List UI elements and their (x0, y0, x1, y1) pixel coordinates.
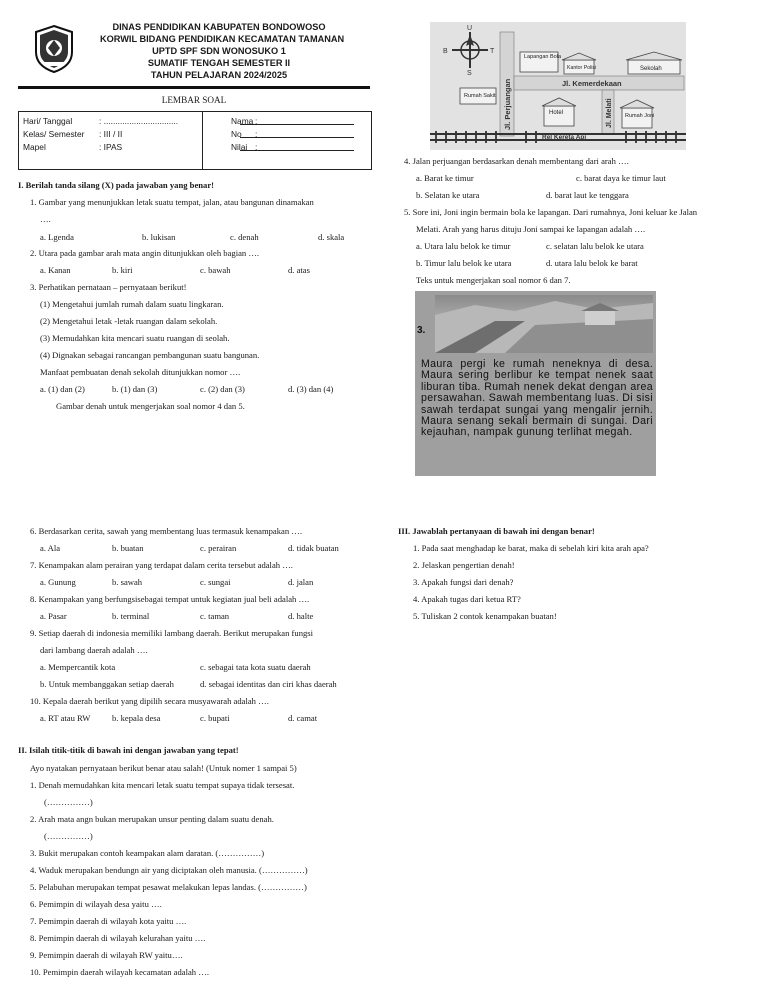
q5-line-2: Melati. Arah yang harus dituju Joni sampai ke lapangan adalah …. (416, 224, 646, 234)
map-drawing (430, 22, 686, 150)
q7-option-c[interactable]: c. sungai (200, 577, 231, 587)
q10-option-b[interactable]: b. kepala desa (112, 713, 161, 723)
q7-option-b[interactable]: b. sawah (112, 577, 143, 587)
q8-option-c[interactable]: c. taman (200, 611, 230, 621)
compass-t: T (490, 48, 495, 55)
q5-option-a[interactable]: a. Utara lalu belok ke timur (416, 241, 511, 251)
q3-item-3: (3) Memudahkan kita mencari suatu ruangan di seolah. (40, 333, 230, 343)
s2-item-10[interactable]: 10. Pemimpin daerah wilayah kecamatan adalah …. (30, 967, 209, 977)
nama-field[interactable] (240, 118, 354, 125)
s2-item-4[interactable]: 4. Waduk merupakan bendungn air yang diciptakan oleh manusia. (……………) (30, 865, 308, 875)
q5-line-1: 5. Sore ini, Joni ingin bermain bola ke lapangan. Dari rumahnya, Joni keluar ke Jalan (404, 207, 698, 217)
header-line-1: DINAS PENDIDIKAN KABUPATEN BONDOWOSO (112, 22, 326, 32)
q9-option-a[interactable]: a. Mempercantik kota (40, 662, 116, 672)
story-number: 3. (417, 325, 426, 336)
header-line-3: UPTD SPF SDN WONOSUKO 1 (152, 46, 286, 56)
q3-text: 3. Perhatikan pernataan – pernyataan berikut! (30, 282, 187, 292)
q1-option-c[interactable]: c. denah (230, 232, 259, 242)
header-line-5: TAHUN PELAJARAN 2024/2025 (150, 70, 288, 80)
q8-option-d[interactable]: d. halte (288, 611, 314, 621)
header-line-4: SUMATIF TENGAH SEMESTER II (147, 58, 291, 68)
street-melati: Jl. Melati (606, 98, 613, 128)
nama-label: Nama (231, 116, 254, 126)
q10-option-a[interactable]: a. RT atau RW (40, 713, 91, 723)
q2-option-c[interactable]: c. bawah (200, 265, 231, 275)
q9-option-b[interactable]: b. Untuk membanggakan setiap daerah (40, 679, 174, 689)
s3-item-3: 3. Apakah fungsi dari denah? (413, 577, 514, 587)
nama-colon: : (255, 116, 258, 126)
s2-item-2-line-1: 2. Arah mata angn bukan merupakan unsur penting dalam suatu denah. (30, 814, 274, 824)
q5-option-c[interactable]: c. selatan lalu belok ke utara (546, 241, 644, 251)
document-title: LEMBAR SOAL (161, 95, 227, 105)
q3-question: Manfaat pembuatan denah sekolah ditunjukkan nomor …. (40, 367, 241, 377)
s2-item-1-line-1: 1. Denah memudahkan kita mencari letak suatu tempat supaya tidak tersesat. (30, 780, 295, 790)
street-rel-kereta: Rel Kereta Api (542, 134, 587, 141)
kelas-label: Kelas/ Semester (23, 129, 85, 139)
q6-option-c[interactable]: c. perairan (200, 543, 237, 553)
q6-option-d[interactable]: d. tidak buatan (288, 543, 339, 553)
place-rumah-joni: Rumah Joni (625, 113, 655, 119)
q10-text: 10. Kepala daerah berikut yang dipilih secara musyawarah adalah …. (30, 696, 269, 706)
q7-option-a[interactable]: a. Gunung (40, 577, 76, 587)
place-hotel: Hotel (549, 110, 564, 116)
q5-option-d[interactable]: d. utara lalu belok ke barat (546, 258, 638, 268)
s2-item-1-blank[interactable]: (……………) (44, 797, 93, 807)
compass-rose-icon (452, 32, 488, 68)
school-emblem-logo (32, 24, 76, 74)
q2-option-d[interactable]: d. atas (288, 265, 310, 275)
q1-option-d[interactable]: d. skala (318, 232, 345, 242)
kelas-value: : III / II (99, 129, 123, 139)
q3-option-a[interactable]: a. (1) dan (2) (40, 384, 85, 394)
q1-option-a[interactable]: a. Lgenda (40, 232, 74, 242)
q3-item-2: (2) Mengetahui letak -letak ruangan dalam sekolah. (40, 316, 218, 326)
section-3-title: III. Jawablah pertanyaan di bawah ini dengan benar! (398, 526, 595, 536)
q9-line-2: dari lambang daerah adalah …. (40, 645, 148, 655)
s2-item-8[interactable]: 8. Pemimpin daerah di wilayah kelurahan yaitu …. (30, 933, 206, 943)
s2-item-7[interactable]: 7. Pemimpin daerah di wilayah kota yaitu …. (30, 916, 187, 926)
s2-item-9[interactable]: 9. Pemimpin daerah di wilayah RW yaitu…. (30, 950, 183, 960)
place-sekolah: Sekolah (640, 66, 662, 72)
compass-u: U (467, 25, 473, 32)
mapel-value: : IPAS (99, 142, 123, 152)
q3-item-4: (4) Dignakan sebagai rancangan pembangunan suatu bangunan. (40, 350, 260, 360)
s3-item-5: 5. Tuliskan 2 contok kenampakan buatan! (413, 611, 557, 621)
s2-item-2-blank[interactable]: (……………) (44, 831, 93, 841)
q1-line-2: …. (40, 214, 51, 224)
s3-item-2: 2. Jelaskan pengertian denah! (413, 560, 515, 570)
q2-text: 2. Utara pada gambar arah mata angin ditunjukkan oleh bagian …. (30, 248, 260, 258)
q7-text: 7. Kenampakan alam perairan yang terdapat dalam cerita tersebut adalah …. (30, 560, 293, 570)
story-image (415, 291, 656, 476)
q4-option-c[interactable]: c. barat daya ke timur laut (576, 173, 666, 183)
nilai-field[interactable] (240, 144, 354, 151)
s2-item-6[interactable]: 6. Pemimpin di wilayah desa yaitu …. (30, 899, 162, 909)
q8-text: 8. Kenampakan yang berfungsisebagai tempat untuk kegiatan jual beli adalah …. (30, 594, 310, 604)
q6-option-a[interactable]: a. Ala (40, 543, 61, 553)
q3-item-1: (1) Mengetahui jumlah rumah dalam suatu lingkaran. (40, 299, 224, 309)
place-lapangan: Lapangan Bola (524, 54, 562, 60)
place-rumah-sakit: Rumah Sakit (464, 93, 496, 99)
compass-b: B (443, 48, 448, 55)
nilai-label: Nilai (231, 142, 248, 152)
no-label: No (231, 129, 242, 139)
street-kemerdekaan: Jl. Kemerdekaan (562, 79, 622, 88)
rice-field-illustration (435, 295, 653, 353)
mapel-label: Mapel (23, 142, 46, 152)
s2-item-3[interactable]: 3. Bukit merupakan contoh keampakan alam daratan. (……………) (30, 848, 265, 858)
q3-option-d[interactable]: d. (3) dan (4) (288, 384, 334, 394)
q2-option-b[interactable]: b. kiri (112, 265, 133, 275)
no-field[interactable] (240, 131, 354, 138)
map-caption: Gambar denah untuk mengerjakan soal nomor 4 dan 5. (56, 401, 245, 411)
street-perjuangan: Jl. Perjuangan (503, 78, 512, 130)
q5-option-b[interactable]: b. Timur lalu belok ke utara (416, 258, 512, 268)
q8-option-a[interactable]: a. Pasar (40, 611, 67, 621)
q10-option-c[interactable]: c. bupati (200, 713, 230, 723)
s3-item-1: 1. Pada saat menghadap ke barat, maka di sebelah kiri kita arah apa? (413, 543, 649, 553)
q4-text: 4. Jalan perjuangan berdasarkan denah membentang dari arah …. (404, 156, 629, 166)
place-kantor-polisi: Kantor Polisi (567, 65, 597, 71)
q1-line-1: 1. Gambar yang menunjukkan letak suatu tempat, jalan, atau bangunan dinamakan (30, 197, 314, 207)
story-caption: Teks untuk mengerjakan soal nomor 6 dan 7. (416, 275, 571, 285)
header-rule (18, 86, 370, 89)
map-figure (430, 22, 686, 150)
identity-divider (202, 112, 203, 169)
no-colon: : (255, 129, 258, 139)
compass-s: S (467, 70, 472, 77)
q9-option-c[interactable]: c. sebagai tata kota suatu daerah (200, 662, 311, 672)
s2-item-5[interactable]: 5. Pelabuhan merupakan tempat pesawat melakukan lepas landas. (……………) (30, 882, 307, 892)
section-2-intro: Ayo nyatakan pernyataan berikut benar atau salah! (Untuk nomer 1 sampai 5) (30, 763, 297, 773)
village-photo (435, 295, 653, 353)
q4-option-b[interactable]: b. Selatan ke utara (416, 190, 480, 200)
q2-option-a[interactable]: a. Kanan (40, 265, 71, 275)
q3-option-c[interactable]: c. (2) dan (3) (200, 384, 245, 394)
header-line-2: KORWIL BIDANG PENDIDIKAN KECAMATAN TAMANAN (100, 34, 345, 44)
nilai-colon: : (255, 142, 258, 152)
q7-option-d[interactable]: d. jalan (288, 577, 314, 587)
hari-label: Hari/ Tanggal (23, 116, 73, 126)
story-text: Maura pergi ke rumah neneknya di desa. Maura sering berlibur ke tempat nenek saat liburan tiba. Rumah nenek dekat dengan area persawahan. Sawah membentang luas. Di sisi sawah terdapat sungai yang mengalir jernih. Maura senang sekali bermain di sungai. Dari kejauhan, nampak gunung terlihat megah. (421, 358, 653, 439)
q8-option-b[interactable]: b. terminal (112, 611, 150, 621)
section-1-title: I. Berilah tanda silang (X) pada jawaban yang benar! (18, 180, 215, 190)
q4-option-a[interactable]: a. Barat ke timur (416, 173, 474, 183)
section-2-title: II. Isilah titik-titik di bawah ini dengan jawaban yang tepat! (18, 745, 239, 755)
q3-option-b[interactable]: b. (1) dan (3) (112, 384, 158, 394)
q1-option-b[interactable]: b. lukisan (142, 232, 176, 242)
q9-line-1: 9. Setiap daerah di indonesia memiliki lambang daerah. Berikut merupakan fungsi (30, 628, 314, 638)
q4-option-d[interactable]: d. barat laut ke tenggara (546, 190, 629, 200)
q9-option-d[interactable]: d. sebagai identitas dan ciri khas daerah (200, 679, 337, 689)
s3-item-4: 4. Apakah tugas dari ketua RT? (413, 594, 521, 604)
q6-text: 6. Berdasarkan cerita, sawah yang membentang luas termasuk kenampakan …. (30, 526, 303, 536)
hari-value[interactable]: : ................................ (99, 116, 179, 126)
identity-box (18, 111, 372, 170)
q6-option-b[interactable]: b. buatan (112, 543, 144, 553)
q10-option-d[interactable]: d. camat (288, 713, 318, 723)
